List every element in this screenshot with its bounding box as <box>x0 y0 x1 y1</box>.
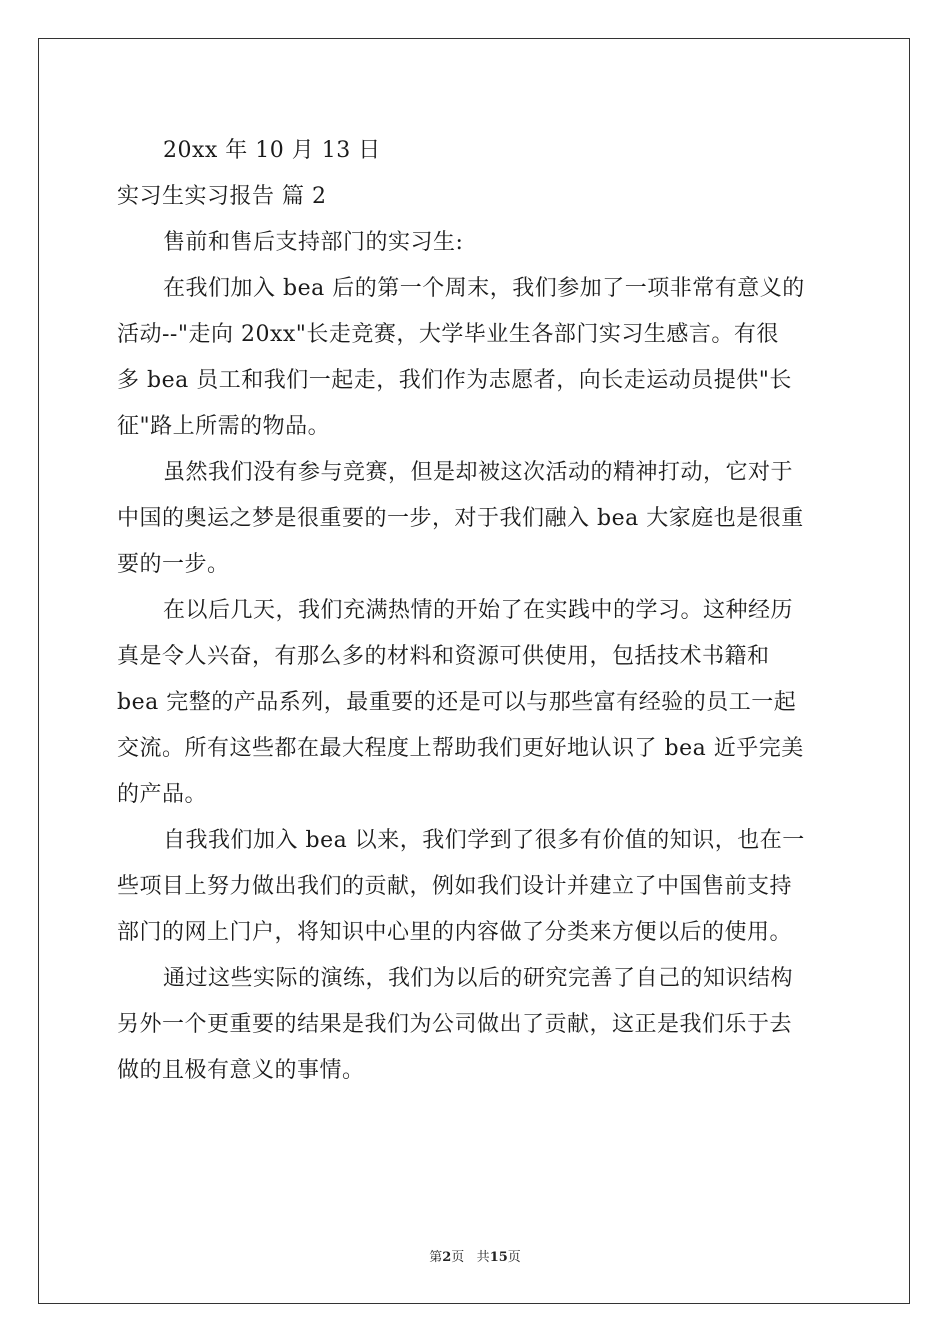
paragraph-line: 活动--"走向 20xx"长走竞赛，大学毕业生各部门实习生感言。有很 <box>117 322 779 347</box>
paragraph-line: 的产品。 <box>117 782 208 807</box>
paragraph-line: 做的且极有意义的事情。 <box>117 1058 365 1083</box>
date-line: 20xx 年 10 月 13 日 <box>163 138 381 163</box>
paragraph-line: 另外一个更重要的结果是我们为公司做出了贡献，这正是我们乐于去 <box>117 1012 793 1037</box>
paragraph-line: 通过这些实际的演练，我们为以后的研究完善了自己的知识结构 <box>163 966 794 991</box>
paragraph-2 <box>117 450 835 588</box>
paragraph-1 <box>117 266 835 450</box>
total-suffix: 页 <box>507 1250 521 1265</box>
page-total: 15 <box>489 1250 508 1265</box>
paragraph-line: 征"路上所需的物品。 <box>117 414 331 439</box>
paragraph-line: 要的一步。 <box>117 552 230 577</box>
paragraph-3 <box>117 588 835 818</box>
page-prefix: 第 <box>429 1250 443 1265</box>
page-footer <box>0 1246 950 1265</box>
paragraph-line: 些项目上努力做出我们的贡献，例如我们设计并建立了中国售前支持 <box>117 874 793 899</box>
paragraph-4 <box>117 818 835 956</box>
page-current: 2 <box>442 1250 452 1265</box>
paragraph-line: 部门的网上门户，将知识中心里的内容做了分类来方便以后的使用。 <box>117 920 793 945</box>
paragraph-line: 虽然我们没有参与竞赛，但是却被这次活动的精神打动，它对于 <box>163 460 794 485</box>
paragraph-line: 自我我们加入 bea 以来，我们学到了很多有价值的知识，也在一 <box>163 828 805 853</box>
paragraph-line: 在以后几天，我们充满热情的开始了在实践中的学习。这种经历 <box>163 598 794 623</box>
paragraph-line: 中国的奥运之梦是很重要的一步，对于我们融入 bea 大家庭也是很重 <box>117 506 804 531</box>
salutation: 售前和售后支持部门的实习生: <box>163 230 464 255</box>
page-suffix: 页 <box>451 1250 465 1265</box>
document-body <box>117 128 835 1094</box>
section-title: 实习生实习报告 篇 2 <box>117 184 327 209</box>
paragraph-line: 交流。所有这些都在最大程度上帮助我们更好地认识了 bea 近乎完美 <box>117 736 804 761</box>
paragraph-line: 在我们加入 bea 后的第一个周末，我们参加了一项非常有意义的 <box>163 276 805 301</box>
paragraph-5 <box>117 956 835 1094</box>
paragraph-line: bea 完整的产品系列，最重要的还是可以与那些富有经验的员工一起 <box>117 690 797 715</box>
total-prefix: 共 <box>476 1250 490 1265</box>
paragraph-line: 多 bea 员工和我们一起走，我们作为志愿者，向长走运动员提供"长 <box>117 368 792 393</box>
paragraph-line: 真是令人兴奋，有那么多的材料和资源可供使用，包括技术书籍和 <box>117 644 770 669</box>
